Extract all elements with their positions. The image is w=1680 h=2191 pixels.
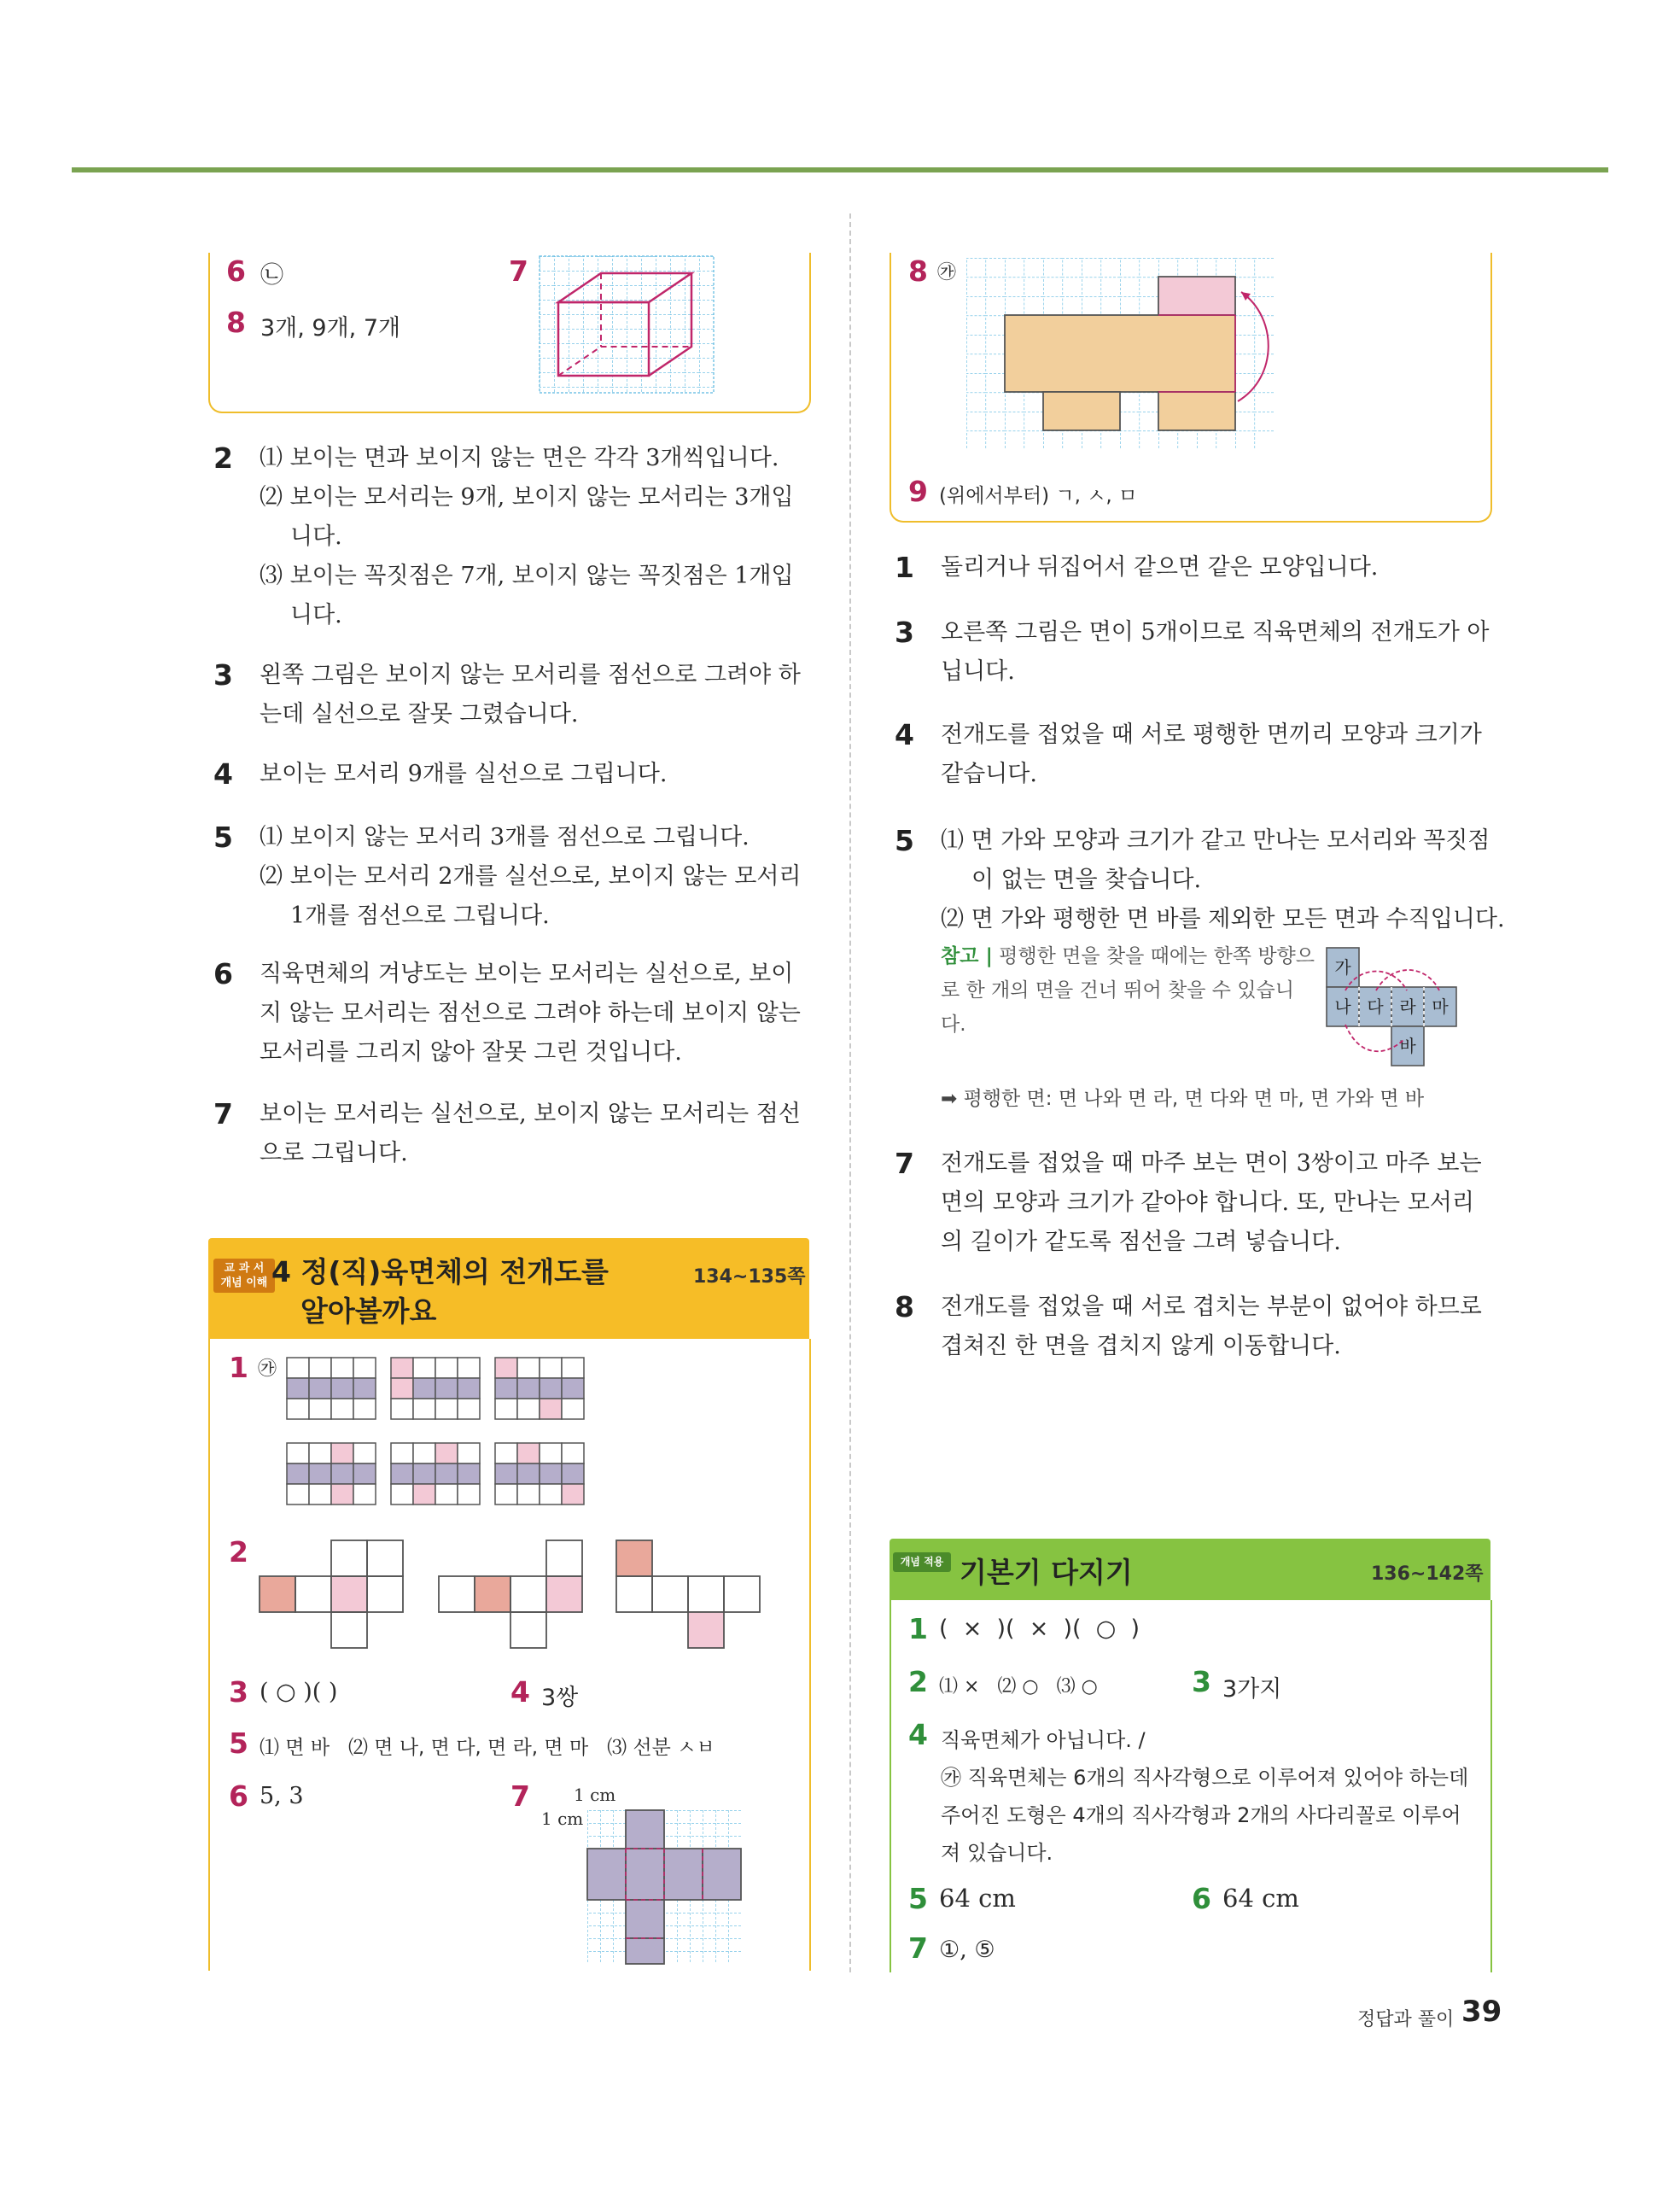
net-grid-cell	[495, 1484, 517, 1504]
net-grid-cell	[413, 1443, 435, 1464]
net-grid-cell	[413, 1358, 435, 1378]
r-explanation-8: 8 전개도를 접었을 때 서로 겹치는 부분이 없어야 하므로 겹쳐진 한 면을 겹치지 않게 이동합니다.	[895, 1290, 1482, 1359]
net-grid-cell	[517, 1484, 540, 1504]
r-explanation-7: 7 전개도를 접었을 때 마주 보는 면이 3쌍이고 마주 보는 면의 모양과 크기가 같아야 합니다. 또, 만나는 모서리의 길이가 같도록 점선을 그려 넣습니다.	[895, 1147, 1482, 1255]
net-grid-cell	[562, 1464, 584, 1484]
net-grid-cell	[540, 1358, 562, 1378]
q8-answer: 3개, 9개, 7개	[260, 315, 401, 342]
net-grid-cell	[287, 1399, 309, 1419]
net-grid-cell	[435, 1484, 458, 1504]
cross-net-grid	[587, 1810, 743, 1966]
net-grid-cell	[353, 1358, 376, 1378]
face-na: 나	[1334, 996, 1351, 1017]
net-grid-cell	[435, 1443, 458, 1464]
s4-q7-number: 7	[510, 1779, 530, 1813]
net-grid-cell	[540, 1484, 562, 1504]
note-net-diagram	[1325, 946, 1492, 1074]
net-grid-cell	[562, 1358, 584, 1378]
net-grid-cell	[458, 1358, 480, 1378]
r-q9-number: 9	[908, 475, 928, 508]
q6-answer: ㉡	[260, 262, 283, 289]
net-grid-cell	[413, 1378, 435, 1399]
s4-q4-number: 4	[510, 1675, 530, 1709]
net-grid-cell	[331, 1484, 353, 1504]
explanation-7: 7 보이는 모서리는 실선으로, 보이지 않는 모서리는 점선으로 그립니다.	[213, 1097, 801, 1166]
net-grid-cell	[287, 1484, 309, 1504]
overlap-net-grid	[966, 258, 1274, 449]
net-grid-cell	[391, 1378, 413, 1399]
r-explanation-5: 5 ⑴ 면 가와 모양과 크기가 같고 만나는 모서리와 꼭짓점이 없는 면을 찾습니다. ⑵ 면 가와 평행한 면 바를 제외한 모든 면과 수직입니다.	[895, 824, 1505, 932]
net-grid-cell	[562, 1484, 584, 1504]
net-grid-cell	[331, 1464, 353, 1484]
net-grid-cell	[331, 1443, 353, 1464]
b-q2-number: 2	[908, 1665, 928, 1698]
net-grid-cell	[517, 1378, 540, 1399]
net-grid-cell	[458, 1484, 480, 1504]
net-grid-cell	[562, 1399, 584, 1419]
net-grid-cell	[435, 1464, 458, 1484]
r-explanation-3: 3 오른쪽 그림은 면이 5개이므로 직육면체의 전개도가 아닙니다.	[895, 616, 1490, 685]
s4-q3-answer: ( ○ )( )	[260, 1679, 338, 1705]
net-grid-cell	[331, 1378, 353, 1399]
explanation-5: 5 ⑴ 보이지 않는 모서리 3개를 점선으로 그립니다. ⑵ 보이는 모서리 2개를 실선으로, 보이지 않는 모서리 1개를 점선으로 그립니다.	[213, 821, 802, 929]
section4-pages: 134~135쪽	[693, 1266, 806, 1288]
net-grid-cell	[391, 1484, 413, 1504]
q7-number: 7	[509, 254, 528, 288]
net-grid-cell	[287, 1443, 309, 1464]
net-grid-cell	[495, 1358, 517, 1378]
net-grid-cell	[517, 1358, 540, 1378]
r-q9-answer: (위에서부터) ㄱ, ㅅ, ㅁ	[939, 485, 1138, 507]
net-grid-cell	[495, 1464, 517, 1484]
net-grid-cell	[495, 1378, 517, 1399]
note-block	[941, 939, 1316, 1042]
net-grid-cell	[458, 1378, 480, 1399]
s4-q1-mark: ㉮	[258, 1358, 277, 1380]
s4-q6-answer: 5, 3	[260, 1783, 304, 1809]
b-q3-number: 3	[1192, 1665, 1211, 1698]
s4-q3-number: 3	[229, 1675, 248, 1709]
explanation-6: 6 직육면체의 겨냥도는 보이는 모서리는 실선으로, 보이지 않는 모서리는 점선으로 그려야 하는데 보이지 않는 모서리를 그리지 않아 잘못 그린 것입니다.	[213, 957, 801, 1066]
net-grid-cell	[413, 1464, 435, 1484]
net-grid-cell	[413, 1484, 435, 1504]
net-grid-cell	[391, 1464, 413, 1484]
b-q5-answer: 64 cm	[939, 1884, 1016, 1913]
section4-title-2: 알아볼까요	[300, 1294, 437, 1328]
face-ga: 가	[1334, 957, 1351, 978]
face-ba: 바	[1399, 1036, 1416, 1056]
face-ra: 라	[1399, 996, 1416, 1017]
net-grid-cell	[458, 1399, 480, 1419]
net-grid-cell	[309, 1399, 331, 1419]
q6-number: 6	[226, 254, 246, 288]
net-grid-cell	[435, 1399, 458, 1419]
s4-q5-answer: ⑴ 면 바 ⑵ 면 나, 면 다, 면 라, 면 마 ⑶ 선분 ㅅㅂ	[260, 1737, 715, 1759]
r-explanation-4: 4 전개도를 접었을 때 서로 평행한 면끼리 모양과 크기가 같습니다.	[895, 718, 1482, 787]
net-grid-cell	[458, 1464, 480, 1484]
page-number: 39	[1461, 1995, 1502, 2029]
note-text: 평행한 면을 찾을 때에는 한쪽 방향으로 한 개의 면을 건너 뛰어 찾을 수 있습니다.	[941, 945, 1315, 1036]
q8-number: 8	[226, 306, 246, 339]
s4-q2-number: 2	[229, 1535, 248, 1569]
b-q3-answer: 3가지	[1222, 1676, 1282, 1703]
r-explanation-1: 1 돌리거나 뒤집어서 같으면 같은 모양입니다.	[895, 551, 1379, 584]
section4-badge: 교 과 서 개념 이해	[213, 1259, 275, 1293]
s4-q5-number: 5	[229, 1727, 248, 1760]
unit-label-left: 1 cm	[541, 1808, 584, 1829]
net-grid-cell	[413, 1399, 435, 1419]
b-q6-answer: 64 cm	[1222, 1884, 1299, 1913]
s4-q6-number: 6	[229, 1779, 248, 1813]
net-grid-cell	[540, 1378, 562, 1399]
net-grid-cell	[287, 1378, 309, 1399]
note-result: ➡ 평행한 면: 면 나와 면 라, 면 다와 면 마, 면 가와 면 바	[941, 1088, 1425, 1110]
net-grid-cell	[435, 1358, 458, 1378]
s4-q4-answer: 3쌍	[541, 1685, 579, 1711]
b-q5-number: 5	[908, 1882, 928, 1915]
net-grid-cell	[495, 1443, 517, 1464]
net-grid-cell	[391, 1358, 413, 1378]
unit-label-top: 1 cm	[574, 1785, 616, 1805]
net-grid-cell	[391, 1399, 413, 1419]
b-q6-number: 6	[1192, 1882, 1211, 1915]
net-grid-cell	[517, 1443, 540, 1464]
b-q7-answer: ①, ⑤	[939, 1937, 995, 1963]
net-grid-cell	[517, 1464, 540, 1484]
net-grid-cell	[287, 1358, 309, 1378]
s4-q1-number: 1	[229, 1351, 248, 1384]
net-grid-cell	[517, 1399, 540, 1419]
b-q2-answer: ⑴ × ⑵ ○ ⑶ ○	[939, 1676, 1098, 1697]
net-grid-cell	[309, 1484, 331, 1504]
net-grid-cell	[353, 1378, 376, 1399]
explanation-3: 3 왼쪽 그림은 보이지 않는 모서리를 점선으로 그려야 하는데 실선으로 잘못 그렸습니다.	[213, 658, 801, 727]
net-grid-cell	[435, 1378, 458, 1399]
net-grid-cell	[562, 1378, 584, 1399]
b-q4-number: 4	[908, 1718, 928, 1751]
r-q8-mark: ㉮	[937, 262, 957, 283]
explanation-4: 4 보이는 모서리 9개를 실선으로 그립니다.	[213, 757, 668, 791]
b-q4-answer: 직육면체가 아닙니다. / ㉮ 직육면체는 6개의 직사각형으로 이루어져 있어야 하는데 주어진 도형은 4개의 직사각형과 2개의 사다리꼴로 이루어져 있습니다.	[941, 1728, 1469, 1865]
section4-title-1: 4 정(직)육면체의 전개도를	[271, 1255, 609, 1288]
net-grid-cell	[353, 1464, 376, 1484]
net-grid-cell	[540, 1399, 562, 1419]
note-label: 참고 |	[941, 945, 993, 967]
cube-nets	[256, 1537, 768, 1656]
net-grid-cell	[309, 1358, 331, 1378]
net-grid-cell	[391, 1443, 413, 1464]
net-grid-cell	[331, 1399, 353, 1419]
net-grid-cell	[562, 1443, 584, 1464]
explanation-2: 2 ⑴ 보이는 면과 보이지 않는 면은 각각 3개씩입니다. ⑵ 보이는 모서리는 9개, 보이지 않는 모서리는 3개입니다. ⑶ 보이는 꼭짓점은 7개, 보이지 않는 꼭짓점은 1개입니다.	[213, 441, 794, 628]
net-grid-cell	[309, 1443, 331, 1464]
column-divider	[849, 213, 851, 1972]
face-ma: 마	[1432, 996, 1449, 1017]
face-da: 다	[1367, 996, 1384, 1017]
net-grid-cell	[495, 1399, 517, 1419]
net-grid-cell	[540, 1464, 562, 1484]
footer-label: 정답과 풀이	[1357, 2009, 1455, 2030]
b-q1-answer: ( × )( × )( ○ )	[939, 1615, 1140, 1642]
basics-pages: 136~142쪽	[1371, 1563, 1484, 1585]
top-rule	[72, 167, 1608, 172]
net-grid-cell	[458, 1443, 480, 1464]
b-q7-number: 7	[908, 1931, 928, 1965]
basics-title: 기본기 다지기	[960, 1556, 1133, 1589]
b-q1-number: 1	[908, 1612, 928, 1645]
net-grid-cell	[353, 1399, 376, 1419]
net-grid-cell	[353, 1443, 376, 1464]
basics-badge: 개념 적용	[893, 1552, 951, 1572]
net-grid-cell	[540, 1443, 562, 1464]
net-grid-cell	[331, 1358, 353, 1378]
cuboid-sketch	[540, 256, 714, 393]
net-grid-cell	[353, 1484, 376, 1504]
net-grid-cell	[309, 1378, 331, 1399]
net-grid-cell	[287, 1464, 309, 1484]
r-q8-number: 8	[908, 254, 928, 288]
net-grid-examples	[287, 1358, 586, 1510]
net-grid-cell	[309, 1464, 331, 1484]
